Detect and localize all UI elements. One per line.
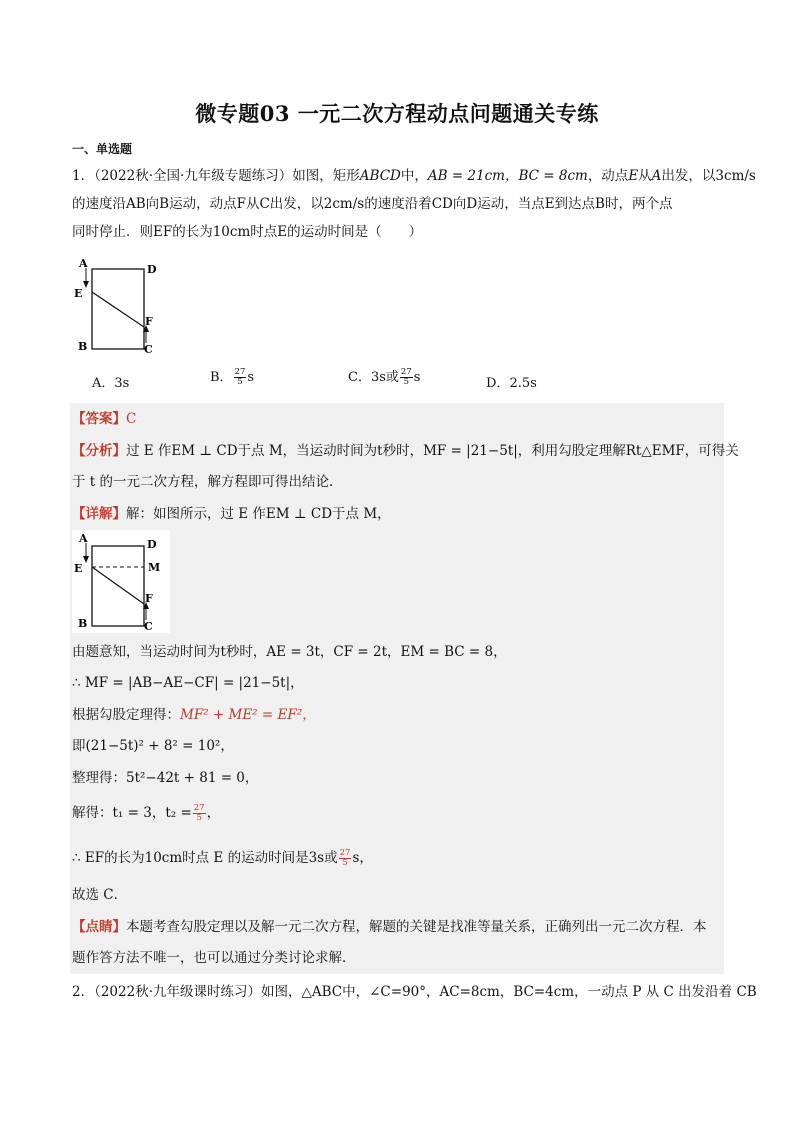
rectangle-figure-1: [72, 255, 167, 355]
detail-line-6: 整理得：5t²−42t + 81 = 0，: [72, 770, 259, 786]
analysis-line-2: 于 t 的一元二次方程，解方程即可得出结论．: [72, 474, 343, 490]
label-b: B: [78, 617, 88, 630]
rectangle-figure-2: [72, 532, 170, 632]
label-f: F: [145, 315, 153, 328]
q1-line-1: 1．（2022秋·全国·九年级专题练习）如图，矩形ABCD中，AB = 21cm，BC = 8cm，动点E从A出发，以3cm/s: [72, 168, 756, 184]
option-c[interactable]: C．3s或 $\frac{27}{5}$ s: [348, 367, 421, 387]
detail-line-5: 即(21−5t)² + 8² = 10²，: [72, 738, 234, 754]
detail-line-4: 根据勾股定理得：MF² + ME² = EF²，: [72, 707, 316, 723]
section-heading: 一、单选题: [72, 142, 133, 156]
q1-line-2: 的速度沿AB向B运动，动点F从C出发，以2cm/s的速度沿着CD向D运动，当点E到达点B时，两个点: [72, 196, 673, 212]
detail-line-8: ∴ EF的长为10cm时点 E 的运动时间是3s或 $\frac{27}{5}$ s，: [72, 848, 373, 868]
label-f: F: [145, 592, 153, 605]
q2-line-1: 2．（2022秋·九年级课时练习）如图，△ABC中，∠C=90°，AC=8cm，BC=4cm，一动点 P 从 C 出发沿着 CB: [72, 984, 757, 1000]
label-b: B: [78, 340, 88, 353]
page-title: 微专题03 一元二次方程动点问题通关专练: [195, 101, 599, 126]
label-c: C: [144, 620, 153, 632]
answer-line: 【答案】C: [72, 411, 137, 427]
label-c: C: [144, 343, 153, 355]
detail-line-1: 【详解】解：如图所示，过 E 作EM ⊥ CD于点 M，: [72, 506, 391, 522]
label-d: D: [147, 263, 157, 276]
label-a: A: [79, 257, 88, 270]
label-d: D: [147, 538, 157, 551]
detail-line-7: 解得：t₁ = 3，t₂ = $\frac{27}{5}$ ，: [72, 803, 221, 823]
comment-line-2: 题作答方法不唯一，也可以通过分类讨论求解．: [72, 950, 356, 966]
q1-line-3: 同时停止．则EF的长为10cm时点E的运动时间是（ ）: [72, 224, 423, 240]
label-e: E: [74, 287, 83, 300]
option-b[interactable]: B． $\frac{27}{5}$ s: [210, 367, 255, 387]
option-d[interactable]: D．2.5s: [486, 376, 537, 391]
detail-line-2: 由题意知，当运动时间为t秒时，AE = 3t，CF = 2t，EM = BC = 8，: [72, 644, 507, 660]
comment-line-1: 【点睛】本题考查勾股定理以及解一元二次方程，解题的关键是找准等量关系，正确列出一元二次方程．本: [72, 919, 707, 935]
option-a[interactable]: A．3s: [92, 376, 130, 391]
analysis-line-1: 【分析】过 E 作EM ⊥ CD于点 M，当运动时间为t秒时，MF = |21−5t|，利用勾股定理解Rt△EMF，可得关: [72, 443, 739, 459]
detail-line-3: ∴ MF = |AB−AE−CF| = |21−5t|，: [72, 675, 304, 691]
label-m: M: [148, 561, 161, 574]
label-e: E: [74, 562, 83, 575]
label-a: A: [79, 532, 88, 545]
detail-line-9: 故选 C．: [72, 887, 128, 903]
